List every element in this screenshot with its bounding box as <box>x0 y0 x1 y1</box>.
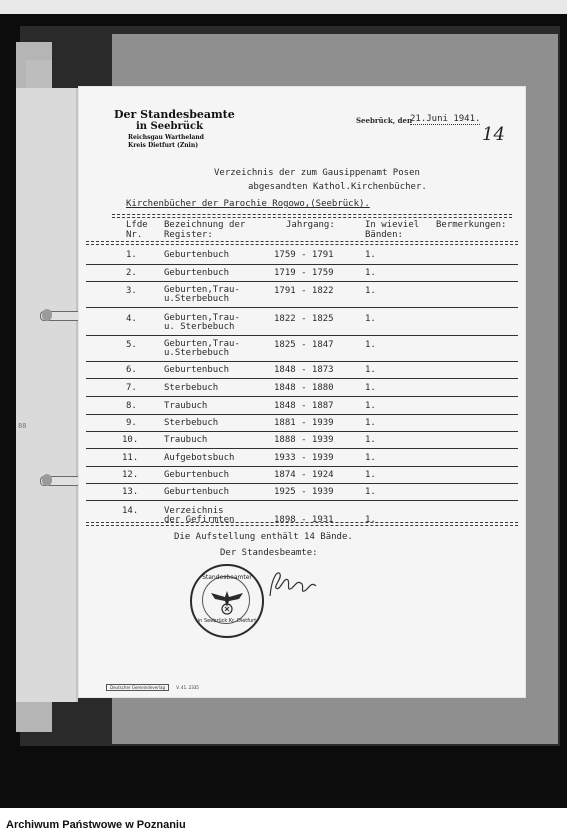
row-years: 1848 - 1873 <box>274 365 334 375</box>
print-mark-code: V. 41. 2335 <box>176 685 199 690</box>
row-nr: 14. <box>122 506 139 516</box>
row-years: 1898 - 1931 <box>274 515 334 525</box>
row-register: Geburtenbuch <box>164 365 230 375</box>
col-jahrgang: Jahrgang: <box>286 220 335 230</box>
row-register: Verzeichnis <box>164 506 224 516</box>
binder-clip-head-bottom <box>42 474 52 486</box>
print-mark-box: Deutscher Gemeindeverlag <box>106 684 169 691</box>
row-years: 1719 - 1759 <box>274 268 334 278</box>
row-rule <box>86 466 518 467</box>
row-register: Geburten,Trau- <box>164 313 240 323</box>
row-rule <box>86 281 518 282</box>
letterhead-line2: in Seebrück <box>136 121 204 132</box>
binder-clip-head-top <box>42 309 52 321</box>
stamp-text-top: Standesbeamter <box>202 574 252 581</box>
row-volumes: 1. <box>365 401 376 411</box>
row-volumes: 1. <box>365 268 376 278</box>
row-nr: 1. <box>126 250 137 260</box>
row-register: Traubuch <box>164 435 208 445</box>
row-register: Geburten,Trau- <box>164 285 240 295</box>
row-nr: 6. <box>126 365 137 375</box>
row-rule <box>86 483 518 484</box>
subtitle: Kirchenbücher der Parochie Rogowo,(Seebrück). <box>126 199 370 209</box>
header-dash-bottom-2 <box>86 244 518 245</box>
table-end-dash <box>86 522 518 523</box>
date-place: Seebrück, den <box>356 116 413 125</box>
row-years: 1791 - 1822 <box>274 286 334 296</box>
col-nr: Nr. <box>126 230 143 240</box>
row-nr: 13. <box>122 487 139 497</box>
title-line1: Verzeichnis der zum Gausippenamt Posen <box>214 168 420 178</box>
handwritten-number: 14 <box>482 124 505 145</box>
row-years: 1881 - 1939 <box>274 418 334 428</box>
col-register: Register: <box>164 230 213 240</box>
row-volumes: 1. <box>365 383 376 393</box>
row-nr: 10. <box>122 435 139 445</box>
row-nr: 4. <box>126 314 137 324</box>
row-rule <box>86 448 518 449</box>
row-rule <box>86 414 518 415</box>
summary-text: Die Aufstellung enthält 14 Bände. <box>174 532 353 542</box>
header-dash-top-2 <box>112 217 512 218</box>
col-bezeichnung: Bezeichnung der <box>164 220 246 230</box>
row-years: 1888 - 1939 <box>274 435 334 445</box>
row-rule <box>86 431 518 432</box>
title-line2: abgesandten Kathol.Kirchenbücher. <box>248 182 427 192</box>
official-stamp <box>190 564 264 638</box>
row-nr: 12. <box>122 470 139 480</box>
row-years: 1874 - 1924 <box>274 470 334 480</box>
row-years: 1925 - 1939 <box>274 487 334 497</box>
row-register: Sterbebuch <box>164 418 219 428</box>
folder-tab <box>26 60 52 90</box>
letterhead-line1: Der Standesbeamte <box>114 108 235 121</box>
row-volumes: 1. <box>365 435 376 445</box>
row-rule <box>86 396 518 397</box>
scan-top-strip <box>0 0 567 14</box>
row-rule <box>86 335 518 336</box>
row-register-2: der Gefirmten <box>164 515 235 525</box>
row-register: Traubuch <box>164 401 208 411</box>
row-volumes: 1. <box>365 487 376 497</box>
row-volumes: 1. <box>365 286 376 296</box>
row-years: 1848 - 1887 <box>274 401 334 411</box>
row-register: Geburtenbuch <box>164 470 230 480</box>
row-volumes: 1. <box>365 314 376 324</box>
row-years: 1825 - 1847 <box>274 340 334 350</box>
date-value: 21.Juni 1941. <box>410 114 481 124</box>
row-register: Geburtenbuch <box>164 487 230 497</box>
print-mark <box>106 684 199 691</box>
row-nr: 8. <box>126 401 137 411</box>
row-years: 1759 - 1791 <box>274 250 334 260</box>
row-register: Geburtenbuch <box>164 250 230 260</box>
row-volumes: 1. <box>365 470 376 480</box>
row-volumes: 1. <box>365 418 376 428</box>
row-volumes: 1. <box>365 453 376 463</box>
archive-credit: Archiwum Państwowe w Poznaniu <box>6 819 186 831</box>
header-dash-bottom <box>86 241 518 242</box>
signature <box>266 566 326 606</box>
letterhead-line4: Kreis Dietfurt (Znin) <box>128 142 199 149</box>
row-register-2: u.Sterbebuch <box>164 294 230 304</box>
row-rule <box>86 307 518 308</box>
row-volumes: 1. <box>365 250 376 260</box>
col-bemerkungen: Bermerkungen: <box>436 220 507 230</box>
signoff-text: Der Standesbeamte: <box>220 548 318 558</box>
row-volumes: 1. <box>365 340 376 350</box>
row-register: Geburtenbuch <box>164 268 230 278</box>
row-nr: 9. <box>126 418 137 428</box>
row-rule <box>86 378 518 379</box>
row-years: 1848 - 1880 <box>274 383 334 393</box>
letterhead-line3: Reichsgau Wartheland <box>128 134 204 141</box>
col-lfde: Lfde <box>126 220 148 230</box>
row-years: 1933 - 1939 <box>274 453 334 463</box>
col-in-wieviel: In wieviel <box>365 220 420 230</box>
row-rule <box>86 264 518 265</box>
row-nr: 7. <box>126 383 137 393</box>
row-nr: 5. <box>126 340 137 350</box>
row-register: Sterbebuch <box>164 383 219 393</box>
row-register-2: u.Sterbebuch <box>164 348 230 358</box>
row-register: Geburten,Trau- <box>164 339 240 349</box>
header-dash-top <box>112 214 512 215</box>
row-register-2: u. Sterbebuch <box>164 322 235 332</box>
row-volumes: 1. <box>365 365 376 375</box>
row-nr: 3. <box>126 286 137 296</box>
margin-note: 88 <box>18 422 27 430</box>
row-nr: 2. <box>126 268 137 278</box>
col-baenden: Bänden: <box>365 230 403 240</box>
row-rule <box>86 500 518 501</box>
document-page <box>78 86 526 698</box>
eagle-emblem-icon <box>209 585 245 615</box>
table-end-dash-2 <box>86 525 518 526</box>
row-volumes: 1. <box>365 515 376 525</box>
folded-sheet <box>16 88 78 702</box>
stamp-text-bottom: in Seebrück Kr. Dietfurt <box>197 618 257 624</box>
row-nr: 11. <box>122 453 139 463</box>
row-years: 1822 - 1825 <box>274 314 334 324</box>
footer-bar <box>0 808 567 840</box>
row-register: Aufgebotsbuch <box>164 453 235 463</box>
row-rule <box>86 361 518 362</box>
